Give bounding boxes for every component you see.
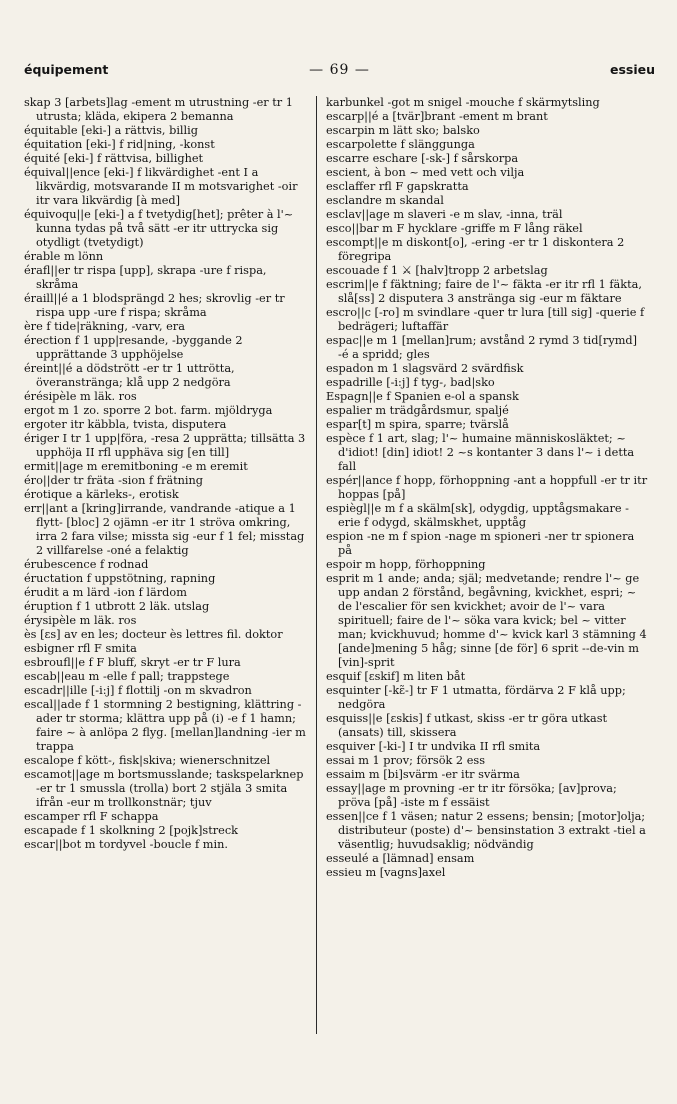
dictionary-entry: espar[t] m spira, sparre; tvärslå: [326, 418, 509, 431]
dictionary-entry: skap 3 [arbets]lag -ement m utrustning -er tr 1 utrusta; kläda, ekipera 2 bemanna: [24, 96, 293, 123]
dictionary-entry: érésipèle m läk. ros: [24, 390, 137, 403]
dictionary-entry: érotique a kärleks-, erotisk: [24, 488, 179, 501]
dictionary-entry: esclandre m skandal: [326, 194, 444, 207]
dictionary-entry: ermit||age m eremitboning -e m eremit: [24, 460, 248, 473]
header-first-word: équipement: [24, 62, 109, 77]
dictionary-entry: ès [ɛs] av en les; docteur ès lettres fil. doktor: [24, 628, 283, 641]
dictionary-entry: érysipèle m läk. ros: [24, 614, 137, 627]
dictionary-entry: essai m 1 prov; försök 2 ess: [326, 754, 485, 767]
dictionary-entry: escarpin m lätt sko; balsko: [326, 124, 480, 137]
dictionary-entry: esbroufl||e f F bluff, skryt -er tr F lura: [24, 656, 241, 669]
dictionary-entry: escarre eschare [-sk-] f sårskorpa: [326, 152, 519, 165]
dictionary-entry: escadr||ille [-i:j] f flottilj -on m skvadron: [24, 684, 252, 697]
dictionary-entry: escarp||é a [tvär]brant -ement m brant: [326, 110, 548, 123]
dictionary-entry: esclaffer rfl F gapskratta: [326, 180, 469, 193]
dictionary-entry: esquif [ɛskif] m liten båt: [326, 670, 466, 683]
dictionary-entry: escamot||age m bortsmusslande; taskspelarknep -er tr 1 smussla (trolla) bort 2 stjäla 3 smita ifrån -eur m trollkonstnär; tjuv: [24, 768, 304, 809]
dictionary-entry: escapade f 1 skolkning 2 [pojk]streck: [24, 824, 239, 837]
dictionary-entry: esbigner rfl F smita: [24, 642, 137, 655]
dictionary-entry: ergoter itr käbbla, tvista, disputera: [24, 418, 227, 431]
dictionary-entry: érafl||er tr rispa [upp], skrapa -ure f rispa, skråma: [24, 264, 267, 291]
dictionary-entry: essaim m [bi]svärm -er itr svärma: [326, 768, 520, 781]
dictionary-entry: escar||bot m tordyvel -boucle f min.: [24, 838, 228, 851]
dictionary-entry: escompt||e m diskont[o], -ering -er tr 1 diskontera 2 föregripa: [326, 236, 625, 263]
dictionary-entry: espadrille [-i:j] f tyg-, bad|sko: [326, 376, 495, 389]
dictionary-entry: ergot m 1 zo. sporre 2 bot. farm. mjöldryga: [24, 404, 273, 417]
dictionary-entry: éruption f 1 utbrott 2 läk. utslag: [24, 600, 210, 613]
dictionary-entry: escalope f kött-, fisk|skiva; wienerschnitzel: [24, 754, 271, 767]
dictionary-entry: équitation [eki-] f rid|ning, -konst: [24, 138, 215, 151]
dictionary-entry: espèce f 1 art, slag; l'~ humaine människosläktet; ~ d'idiot! [din] idiot! 2 ~s kontanter 3 dans l'~ i detta fall: [326, 432, 635, 473]
left-column: [24, 96, 309, 1074]
dictionary-entry: éro||der tr fräta -sion f frätning: [24, 474, 204, 487]
dictionary-entry: ériger I tr 1 upp|föra, -resa 2 upprätta; tillsätta 3 upphöja II rfl upphäva sig [en till]: [24, 432, 306, 459]
dictionary-entry: espiègl||e m f a skälm[sk], odygdig, upptågsmakare -erie f odygd, skälmskhet, upptåg: [326, 502, 629, 529]
dictionary-entry: essieu m [vagns]axel: [326, 866, 446, 879]
column-divider: [316, 96, 317, 1034]
dictionary-entry: esco||bar m F hycklare -griffe m F lång räkel: [326, 222, 583, 235]
right-column: [326, 96, 649, 1074]
dictionary-entry: escient, à bon ~ med vett och vilja: [326, 166, 525, 179]
dictionary-entry: éreint||é a dödstrött -er tr 1 uttrötta, överanstränga; klå upp 2 nedgöra: [24, 362, 235, 389]
dictionary-entry: espac||e m 1 [mellan]rum; avstånd 2 rymd 3 tid[rymd] -é a spridd; gles: [326, 334, 638, 361]
dictionary-entry: karbunkel -got m snigel -mouche f skärmytsling: [326, 96, 600, 109]
dictionary-entry: espion -ne m f spion -nage m spioneri -ner tr spionera på: [326, 530, 635, 557]
dictionary-entry: esseulé a [lämnad] ensam: [326, 852, 475, 865]
dictionary-entry: érable m lönn: [24, 250, 104, 263]
dictionary-entry: Espagn||e f Spanien e-ol a spansk: [326, 390, 519, 403]
page-number: — 69 —: [309, 62, 370, 78]
dictionary-entry: éraill||é a 1 blodsprängd 2 hes; skrovlig -er tr rispa upp -ure f rispa; skråma: [24, 292, 285, 319]
dictionary-entry: équival||ence [eki-] f likvärdighet -ent I a likvärdig, motsvarande II m motsvarighet -oir itr vara likvärdig [à med]: [24, 166, 298, 207]
page-header: [24, 62, 655, 84]
dictionary-entry: espér||ance f hopp, förhoppning -ant a hoppfull -er tr itr hoppas [på]: [326, 474, 648, 501]
dictionary-entry: équivoqu||e [eki-] a f tvetydig[het]; prêter à l'~ kunna tydas på två sätt -er itr uttrycka sig otydligt (tvetydigt): [24, 208, 294, 249]
dictionary-entry: ère f tide|räkning, -varv, era: [24, 320, 185, 333]
dictionary-entry: esclav||age m slaveri -e m slav, -inna, träl: [326, 208, 563, 221]
dictionary-entry: érection f 1 upp|resande, -byggande 2 upprättande 3 upphöjelse: [24, 334, 243, 361]
dictionary-entry: espalier m trädgårdsmur, spaljé: [326, 404, 509, 417]
dictionary-entry: escamper rfl F schappa: [24, 810, 159, 823]
dictionary-entry: espadon m 1 slagsvärd 2 svärdfisk: [326, 362, 524, 375]
dictionary-entry: escab||eau m -elle f pall; trappstege: [24, 670, 230, 683]
dictionary-entry: escouade f 1 ⚔ [halv]tropp 2 arbetslag: [326, 264, 548, 277]
dictionary-entry: escarpolette f slänggunga: [326, 138, 475, 151]
dictionary-entry: essay||age m provning -er tr itr försöka; [av]prova; pröva [på] -iste m f essäist: [326, 782, 617, 809]
dictionary-entry: équitable [eki-] a rättvis, billig: [24, 124, 198, 137]
dictionary-entry: équité [eki-] f rättvisa, billighet: [24, 152, 204, 165]
dictionary-entry: essen||ce f 1 väsen; natur 2 essens; bensin; [motor]olja; distributeur (poste) d'~ bensinstation 3 extrakt -tiel a väsentlig; huvudsaklig; nödvändig: [326, 810, 646, 851]
dictionary-entry: éructation f uppstötning, rapning: [24, 572, 216, 585]
header-last-word: essieu: [609, 62, 655, 77]
dictionary-entry: escal||ade f 1 stormning 2 bestigning, klättring -ader tr storma; klättra upp på (i) -e f 1 hamn; faire ~ à anlöpa 2 flyg. [mellan]landning -ier m trappa: [24, 698, 306, 753]
dictionary-entry: érubescence f rodnad: [24, 558, 149, 571]
dictionary-entry: escro||c [-ro] m svindlare -quer tr lura [till sig] -querie f bedrägeri; luftaffär: [326, 306, 645, 333]
dictionary-entry: escrim||e f fäktning; faire de l'~ fäkta -er itr rfl 1 fäkta, slå[ss] 2 disputera 3 anstränga sig -eur m fäktare: [326, 278, 642, 305]
dictionary-entry: érudit a m lärd -ion f lärdom: [24, 586, 187, 599]
dictionary-entry: esquiver [-ki-] I tr undvika II rfl smita: [326, 740, 541, 753]
dictionary-entry: err||ant a [kring]irrande, vandrande -atique a 1 flytt- [bloc] 2 ojämn -er itr 1 ströva omkring, irra 2 fara vilse; missta sig -eur f 1 fel; misstag 2 villfarelse -oné a felaktig: [24, 502, 305, 557]
dictionary-entry: esquiss||e [ɛskis] f utkast, skiss -er tr göra utkast (ansats) till, skissera: [326, 712, 608, 739]
dictionary-entry: espoir m hopp, förhoppning: [326, 558, 486, 571]
dictionary-entry: esquinter [-kɛ̃-] tr F 1 utmatta, fördärva 2 F klå upp; nedgöra: [326, 684, 626, 711]
dictionary-entry: esprit m 1 ande; anda; själ; medvetande; rendre l'~ ge upp andan 2 förstånd, begåvning, kvickhet, espri; ~ de l'escalier för sen kvickhet; avoir de l'~ vara spirituell; faire de l'~ söka vara kvick; bel ~ vitter man; kvickhuvud; homme d'~ kvick karl 3 stämning 4 [ande]mening 5 håg; sinne [de för] 6 sprit --de-vin m [vin]-sprit: [326, 572, 647, 669]
